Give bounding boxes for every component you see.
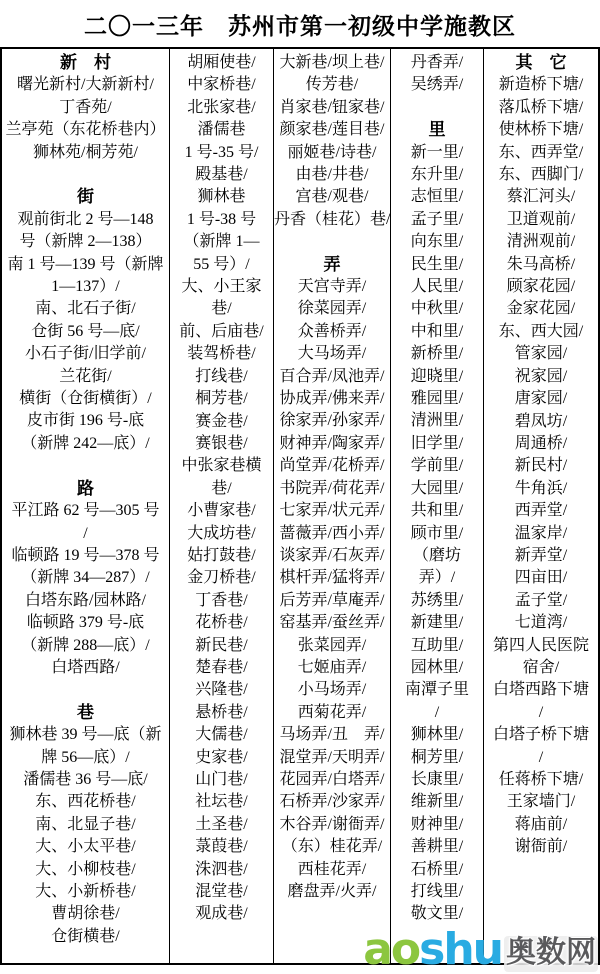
list-item: 任蒋桥下塘/ (498, 771, 584, 788)
list-item: 55 号）/ (193, 255, 250, 273)
list-item: 装驾桥巷/ (187, 345, 256, 363)
watermark-site-name: 奥数网 (506, 935, 596, 970)
list-item: 小马场弄/ (297, 681, 367, 699)
list-item: 共和里/ (410, 502, 464, 520)
list-item: 尚堂弄/花桥弄/ (279, 457, 385, 475)
list-item: 互助里/ (410, 636, 464, 654)
list-item: 顾市里/ (410, 524, 464, 542)
watermark-logo-green: ao (363, 924, 420, 974)
list-item: 小曹家巷/ (187, 502, 256, 520)
list-item: 棋杆弄/猛将弄/ (279, 569, 385, 587)
list-item: 东、西弄堂/ (498, 143, 584, 161)
list-item: / (83, 524, 88, 542)
list-item: 丹香弄/ (410, 54, 464, 71)
list-item: 人民里/ (410, 278, 464, 296)
list-item: 东升里/ (410, 166, 464, 184)
list-item: 1—137）/ (51, 278, 120, 296)
list-item: 宿舍/ (522, 658, 560, 676)
list-item: 肖家巷/钮家巷/ (279, 98, 385, 116)
list-item: 新一里/ (410, 143, 464, 161)
list-item: （新牌 34—287）/ (21, 569, 150, 587)
list-item: 善耕里/ (410, 838, 464, 856)
list-item: 天宫寺弄/ (297, 278, 367, 296)
list-item: 殿基巷/ (195, 166, 248, 184)
list-item: 南、北显子巷/ (35, 815, 136, 833)
list-item: 雅园里/ (410, 390, 464, 408)
list-item: 传芳巷/ (305, 76, 359, 94)
list-item: 兴隆巷/ (195, 681, 248, 699)
list-item: 由巷/井巷/ (295, 166, 369, 184)
list-item: 社坛巷/ (195, 793, 248, 811)
list-item: 东、西大园/ (498, 322, 584, 340)
list-item: 洙泗巷/ (195, 860, 248, 878)
list-item: 清洲观前/ (506, 233, 576, 251)
list-item: 新桥里/ (410, 345, 464, 363)
list-item: 中和里/ (410, 322, 464, 340)
table-column-1 (2, 49, 170, 963)
list-item: 谢衙前/ (514, 838, 568, 856)
list-item: 第四人民医院 (492, 636, 589, 654)
list-item: 迎晓里/ (410, 367, 464, 385)
list-item: 潘儒巷 (197, 121, 246, 139)
list-item: 使林桥下塘/ (498, 121, 584, 139)
list-item: 石桥里/ (410, 860, 464, 878)
list-item: 大、小新桥巷/ (35, 882, 136, 900)
list-item: 菉葭巷/ (195, 838, 248, 856)
list-item: 桐芳巷/ (195, 390, 248, 408)
list-item: 磨盘弄/火弄/ (287, 883, 377, 901)
list-item: 长康里/ (410, 770, 464, 788)
list-item: 西菊花弄/ (297, 703, 367, 721)
list-item: 敬文里/ (410, 905, 464, 923)
list-item: 观成巷/ (195, 905, 248, 923)
list-item: 弄）/ (418, 569, 456, 587)
list-item: 东、西脚门/ (498, 166, 584, 184)
list-item: 学前里/ (410, 457, 464, 475)
list-item: 清洲里/ (410, 412, 464, 430)
list-item: 白塔子桥下塘 (492, 726, 589, 744)
list-item: 号（新牌 2—138） (19, 233, 152, 251)
list-item: 园林里/ (410, 658, 464, 676)
district-table (0, 47, 600, 965)
list-item: 中秋里/ (410, 300, 464, 318)
section-header: 弄 (323, 254, 341, 274)
list-item: 碧凤坊/ (514, 412, 568, 430)
list-item: 楚春巷/ (195, 658, 248, 676)
list-item: 苏绣里/ (410, 591, 464, 609)
section-header: 里 (428, 120, 446, 140)
list-item (2, 164, 169, 186)
list-item: / (434, 703, 440, 721)
list-item: 1 号-35 号/ (184, 143, 259, 161)
list-item: 赛金巷/ (195, 412, 248, 430)
list-item: 花园弄/白塔弄/ (279, 770, 385, 788)
list-item: 西桂花弄/ (297, 860, 367, 878)
list-item: 曹胡徐巷/ (51, 905, 120, 923)
list-item: 向东里/ (410, 233, 464, 251)
list-item: 悬桥巷/ (195, 703, 248, 721)
list-item (2, 679, 169, 701)
list-item: 丹香（桂花）巷/ (274, 210, 391, 228)
list-item: 白塔东路/园林路/ (25, 591, 146, 609)
list-item: （东）桂花弄/ (281, 838, 383, 856)
list-item: 混堂巷/ (195, 883, 248, 901)
list-item: 土圣巷/ (195, 815, 248, 833)
list-item: 书院弄/荷花弄/ (279, 479, 385, 497)
list-item: 兰亭苑（东花桥巷内） (5, 121, 166, 139)
list-item: 七家弄/状元弄/ (279, 502, 385, 520)
list-item: 王家墙门/ (506, 793, 576, 811)
table-column-5 (484, 49, 598, 963)
section-header: 新 村 (60, 53, 111, 72)
list-item: 临顿路 19 号—378 号 (11, 546, 160, 564)
list-item: 张菜园弄/ (297, 636, 367, 654)
list-item: 巷/ (211, 300, 232, 318)
list-item: 中家桥巷/ (187, 76, 256, 94)
list-item: 胡厢使巷/ (187, 54, 256, 71)
list-item: 民生里/ (410, 255, 464, 273)
list-item: 皮市街 196 号-底 (26, 412, 145, 430)
list-item: （磨坊 (412, 546, 461, 564)
list-item: 前、后庙巷/ (179, 322, 264, 340)
list-item: 财神里/ (410, 815, 464, 833)
list-item: 东、西花桥巷/ (35, 793, 136, 811)
list-item: 财神弄/陶家弄/ (279, 434, 385, 452)
list-item: 北张家巷/ (187, 98, 256, 116)
list-item: 周通桥/ (514, 434, 568, 452)
table-column-4 (391, 49, 484, 963)
list-item: 牛角浜/ (514, 479, 568, 497)
section-header: 其 它 (515, 53, 567, 72)
list-item: 1 号-38 号 (186, 210, 257, 228)
list-item: 大、小王家 (181, 278, 262, 296)
list-item: 仓街横巷/ (51, 927, 120, 945)
list-item: 大新巷/坝上巷/ (279, 54, 385, 71)
list-item: 巷/ (211, 479, 232, 497)
list-item: 姑打鼓巷/ (187, 546, 256, 564)
list-item: 志恒里/ (410, 188, 464, 206)
list-item: 蒋庙前/ (514, 815, 568, 833)
list-item: 大、小太平巷/ (35, 838, 136, 856)
list-item: 蔡汇河头/ (506, 188, 576, 206)
list-item: 兰花街/ (59, 367, 112, 385)
list-item: 打线巷/ (195, 367, 248, 385)
list-item: 新建里/ (410, 614, 464, 632)
list-item: 木谷弄/谢衙弄/ (279, 815, 385, 833)
list-item: 大、小柳枝巷/ (35, 860, 136, 878)
list-item: 临顿路 379 号-底 (26, 614, 145, 632)
list-item: 丁香巷/ (195, 591, 248, 609)
list-item: 七姬庙弄/ (297, 658, 367, 676)
list-item: 白塔西路/ (51, 658, 120, 676)
list-item: 狮林巷 (197, 188, 246, 206)
page-title: 二〇一三年 苏州市第一初级中学施教区 (84, 13, 516, 39)
list-item: 金家花园/ (506, 300, 576, 318)
list-item: 协成弄/佛来弄/ (279, 390, 385, 408)
list-item: 打线里/ (410, 883, 464, 901)
list-item: 南、北石子街/ (35, 300, 136, 318)
aoshu-watermark (363, 924, 598, 974)
list-item: 吴绣弄/ (410, 76, 464, 94)
list-item: 新造桥下塘/ (498, 76, 584, 94)
list-item: 众善桥弄/ (297, 322, 367, 340)
list-item: 徐菜园弄/ (297, 300, 367, 318)
table-column-2 (170, 49, 274, 963)
list-item: 新民巷/ (195, 636, 248, 654)
list-item: 桐芳里/ (410, 748, 464, 766)
list-item: 大园里/ (410, 479, 464, 497)
section-header: 巷 (77, 702, 94, 722)
list-item: 新弄堂/ (514, 546, 568, 564)
list-item: 宫巷/观巷/ (295, 188, 369, 206)
list-item: 四亩田/ (514, 569, 568, 587)
list-item: 朱马高桥/ (506, 255, 576, 273)
list-item: 山门巷/ (195, 771, 248, 788)
watermark-logo-blue: shu (419, 924, 502, 974)
list-item: 白塔西路下塘 (492, 681, 589, 699)
list-item: 大马场弄/ (297, 345, 367, 363)
list-item: 花桥巷/ (195, 614, 248, 632)
list-item: 潘儒巷 36 号—底/ (23, 770, 148, 788)
list-item: 南潭子里 (404, 681, 469, 699)
list-item: 石桥弄/沙家弄/ (279, 793, 385, 811)
list-item: 新民村/ (514, 457, 568, 475)
list-item: 丽姬巷/诗巷/ (287, 143, 377, 161)
list-item: 七道湾/ (514, 614, 568, 632)
list-item: 旧学里/ (410, 434, 464, 452)
list-item: 祝家园/ (514, 367, 568, 385)
list-item: 平江路 62 号—305 号 (11, 502, 160, 520)
list-item: / (538, 703, 544, 721)
list-item: 马场弄/丑 弄/ (279, 726, 385, 744)
list-item: 小石子街/旧学前/ (25, 345, 146, 363)
section-header: 路 (77, 478, 94, 498)
list-item: 窑基弄/蚕丝弄/ (279, 614, 385, 632)
list-item: 南 1 号—139 号（新牌 (7, 255, 164, 273)
section-header: 街 (77, 187, 94, 207)
list-item: 徐家弄/孙家弄/ (279, 412, 385, 430)
list-item: 维新里/ (410, 793, 464, 811)
list-item: 蔷薇弄/西小弄/ (279, 524, 385, 542)
list-item: 横街（仓街横街）/ (19, 390, 152, 408)
list-item: 赛银巷/ (195, 434, 248, 452)
list-item: / (538, 748, 544, 766)
list-item: 卫道观前/ (506, 210, 576, 228)
list-item: 牌 56—底）/ (41, 748, 130, 766)
list-item: （新牌 242—底）/ (21, 434, 150, 452)
list-item: 丁香苑/ (59, 98, 112, 116)
list-item (2, 455, 169, 477)
list-item: （新牌 1— (183, 233, 260, 251)
list-item: 大成坊巷/ (187, 524, 256, 542)
list-item: 孟子堂/ (514, 591, 568, 609)
list-item: 唐家园/ (514, 390, 568, 408)
list-item (391, 97, 483, 119)
list-item: 史家巷/ (195, 748, 248, 766)
table-column-3 (274, 49, 391, 963)
list-item: 中张家巷横 (181, 457, 262, 475)
list-item: 狮林里/ (410, 726, 464, 744)
list-item: 仓街 56 号—底/ (31, 322, 140, 340)
list-item: 观前街北 2 号—148 (17, 210, 154, 228)
list-item: （新牌 288—底）/ (21, 636, 150, 654)
list-item: 曙光新村/大新新村/ (17, 76, 154, 94)
list-item (274, 231, 390, 253)
list-item: 百合弄/凤池弄/ (279, 367, 385, 385)
list-item: 狮林苑/桐芳苑/ (33, 143, 138, 161)
list-item: 大儒巷/ (195, 726, 248, 744)
list-item: 狮林巷 39 号—底（新 (9, 726, 162, 744)
list-item: 颜家巷/莲目巷/ (279, 121, 385, 139)
list-item: 落瓜桥下塘/ (498, 98, 584, 116)
list-item: 管家园/ (514, 345, 568, 363)
list-item: 混堂弄/天明弄/ (279, 748, 385, 766)
list-item: 西弄堂/ (514, 502, 568, 520)
list-item: 后芳弄/草庵弄/ (279, 591, 385, 609)
list-item: 金刀桥巷/ (187, 569, 256, 587)
list-item: 顾家花园/ (506, 278, 576, 296)
list-item: 孟子里/ (410, 210, 464, 228)
list-item: 谈家弄/石灰弄/ (279, 546, 385, 564)
list-item: 温家岸/ (514, 524, 568, 542)
